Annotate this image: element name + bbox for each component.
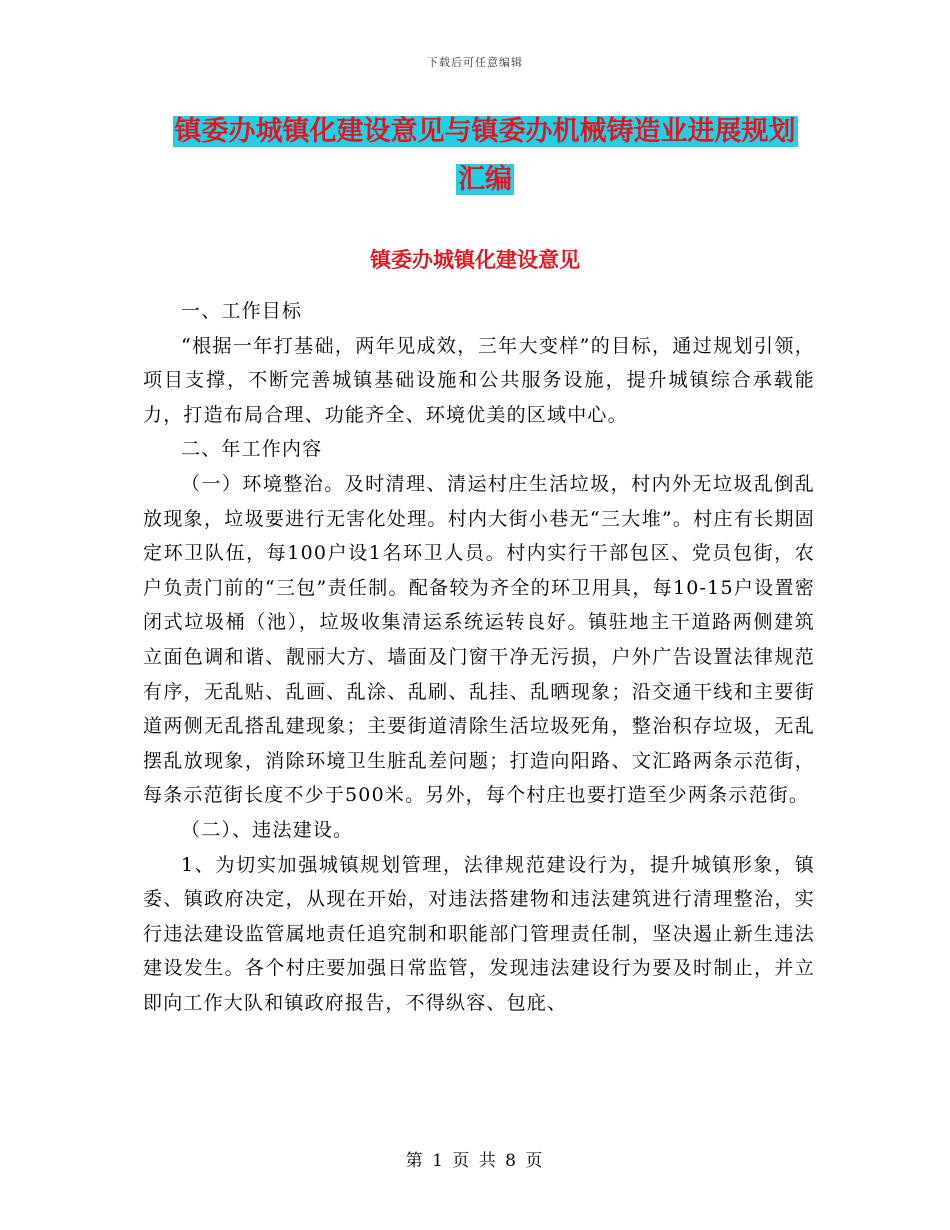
- paragraph-goal: “根据一年打基础，两年见成效，三年大变样”的目标，通过规划引领，项目支撑，不断完善城镇基础设施和公共服务设施，提升城镇综合承载能力，打造布局合理、功能齐全、环境优美的区域中心。: [143, 334, 815, 426]
- body-text: [143, 294, 815, 1020]
- document-title-line-2: 汇编: [458, 164, 512, 195]
- page-footer: 第 1 页 共 8 页: [405, 1151, 545, 1171]
- paragraph-planning: 1、为切实加强城镇规划管理，法律规范建设行为，提升城镇形象，镇委、镇政府决定，从现在开始，对违法搭建物和违法建筑进行清理整治，实行违法建设监管属地责任追究制和职能部门管理责任制，坚决遏止新生违法建设发生。各个村庄要加强日常监管，发现违法建设行为要及时制止，并立即向工作大队和镇政府报告，不得纵容、包庇、: [143, 853, 815, 1014]
- paragraph-environment: （一）环境整治。及时清理、清运村庄生活垃圾，村内外无垃圾乱倒乱放现象，垃圾要进行无害化处理。村内大街小巷无“三大堆”。村庄有长期固定环卫队伍，每100户设1名环卫人员。村内实行干部包区、党员包街，农户负责门前的“三包”责任制。配备较为齐全的环卫用具，每10-15户设置密闭式垃圾桶（池），垃圾收集清运系统运转良好。镇驻地主干道路两侧建筑立面色调和谐、靓丽大方、墙面及门窗干净无污损，户外广告设置法律规范有序，无乱贴、乱画、乱涂、乱刷、乱挂、乱晒现象；沿交通干线和主要街道两侧无乱搭乱建现象；主要街道清除生活垃圾死角，整治积存垃圾，无乱摆乱放现象，消除环境卫生脏乱差问题；打造向阳路、文汇路两条示范街，每条示范街长度不少于500米。另外，每个村庄也要打造至少两条示范街。: [143, 472, 815, 807]
- heading-illegal-construction: （二）、违法建设。: [181, 818, 354, 841]
- heading-work-content: 二、年工作内容: [181, 438, 323, 461]
- section-title: 镇委办城镇化建设意见: [370, 248, 580, 272]
- document-title-line-1: 镇委办城镇化建设意见与镇委办机械铸造业进展规划: [174, 116, 796, 147]
- document-title: [140, 108, 830, 204]
- header-note: 下载后可任意编辑: [427, 56, 523, 69]
- heading-work-goal: 一、工作目标: [181, 300, 303, 322]
